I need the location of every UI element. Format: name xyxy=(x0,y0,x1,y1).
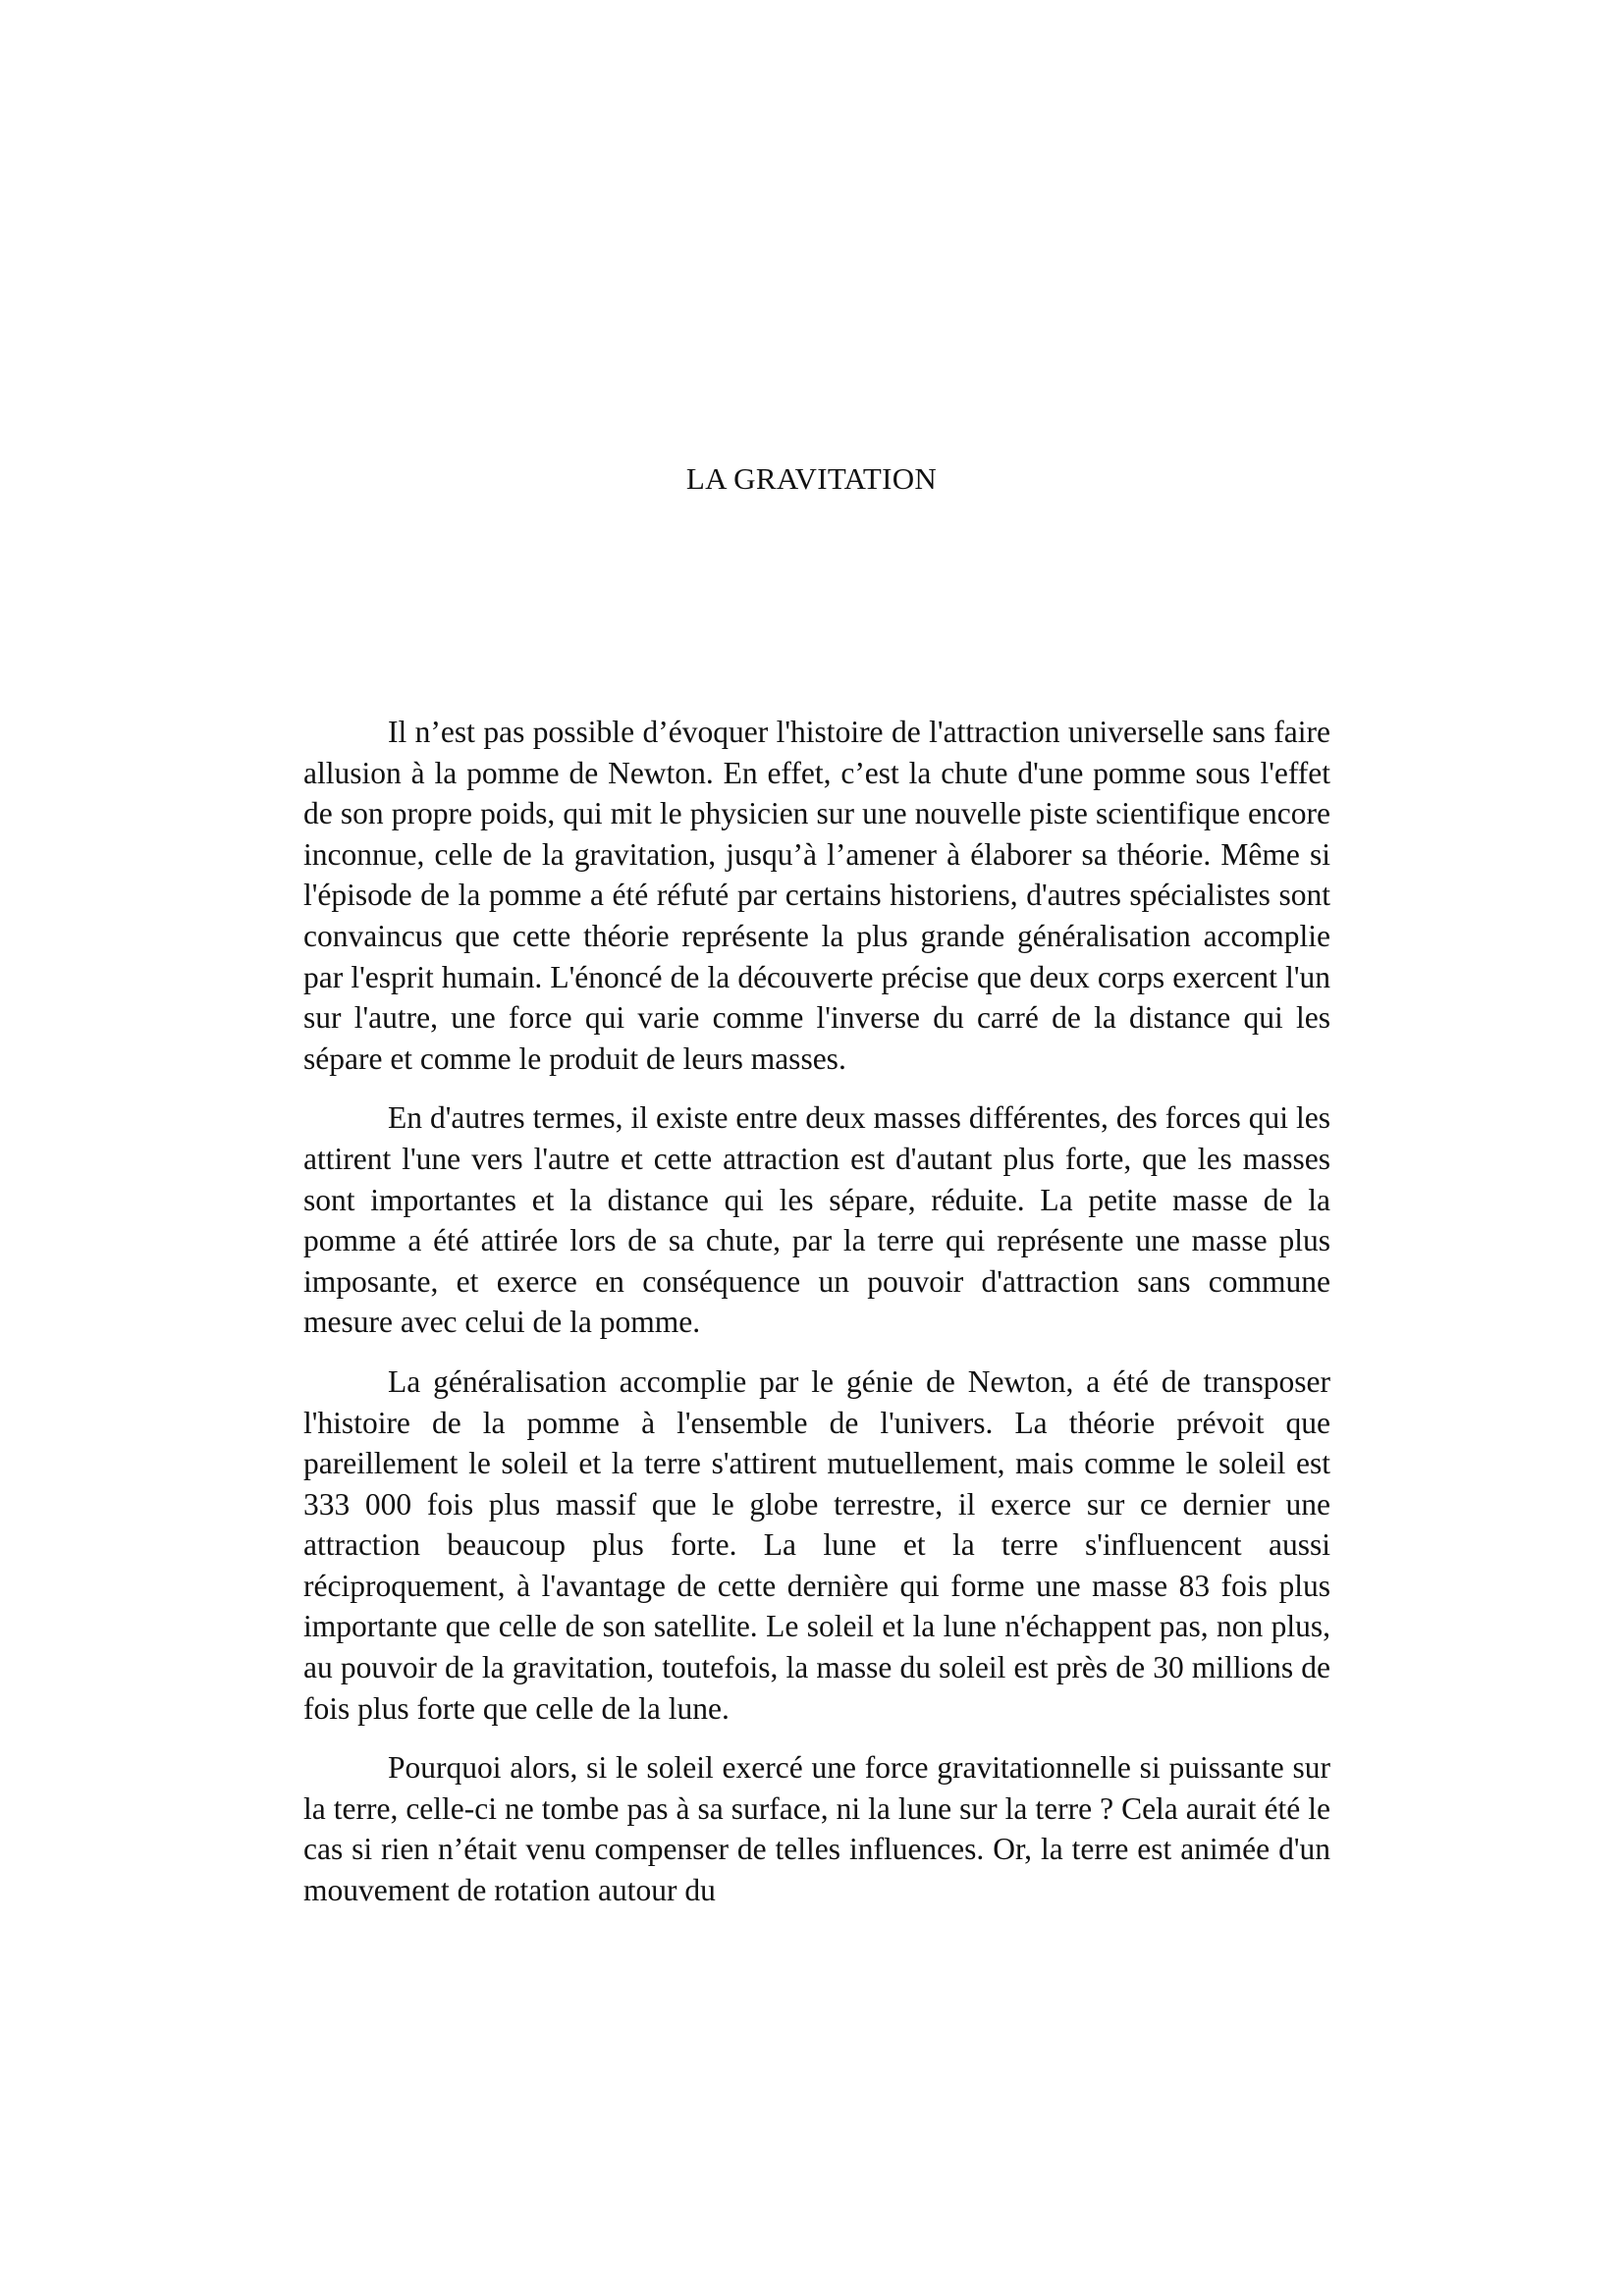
body-text xyxy=(303,712,1330,1930)
paragraph-4: Pourquoi alors, si le soleil exercé une force gravitationnelle si puissante sur la terre, celle-ci ne tombe pas à sa surface, ni la lune sur la terre ? Cela aurait été le cas si rien n’était venu compenser de telles influences. Or, la terre est animée d'un mouvement de rotation autour du xyxy=(303,1750,1330,1908)
paragraph-1: Il n’est pas possible d’évoquer l'histoire de l'attraction universelle sans faire allusion à la pomme de Newton. En effet, c’est la chute d'une pomme sous l'effet de son propre poids, qui mit le physicien sur une nouvelle piste scientifique encore inconnue, celle de la gravitation, jusqu’à l’amener à élaborer sa théorie. Même si l'épisode de la pomme a été réfuté par certains historiens, d'autres spécialistes sont convaincus que cette théorie représente la plus grande généralisation accomplie par l'esprit humain. L'énoncé de la découverte précise que deux corps exercent l'un sur l'autre, une force qui varie comme l'inverse du carré de la distance qui les sépare et comme le produit de leurs masses. xyxy=(303,715,1330,1076)
page-title: LA GRAVITATION xyxy=(685,461,938,496)
paragraph-2: En d'autres termes, il existe entre deux masses différentes, des forces qui les attirent l'une vers l'autre et cette attraction est d'autant plus forte, que les masses sont importantes et la distance qui les sépare, réduite. La petite masse de la pomme a été attirée lors de sa chute, par la terre qui représente une masse plus imposante, et exerce en conséquence un pouvoir d'attraction sans commune mesure avec celui de la pomme. xyxy=(303,1100,1330,1340)
paragraph-3: La généralisation accomplie par le génie de Newton, a été de transposer l'histoire de la pomme à l'ensemble de l'univers. La théorie prévoit que pareillement le soleil et la terre s'attirent mutuellement, mais comme le soleil est 333 000 fois plus massif que le globe terrestre, il exerce sur ce dernier une attraction beaucoup plus forte. La lune et la terre s'influencent aussi réciproquement, à l'avantage de cette dernière qui forme une masse 83 fois plus importante que celle de son satellite. Le soleil et la lune n'échappent pas, non plus, au pouvoir de la gravitation, toutefois, la masse du soleil est près de 30 millions de fois plus forte que celle de la lune. xyxy=(303,1363,1330,1726)
